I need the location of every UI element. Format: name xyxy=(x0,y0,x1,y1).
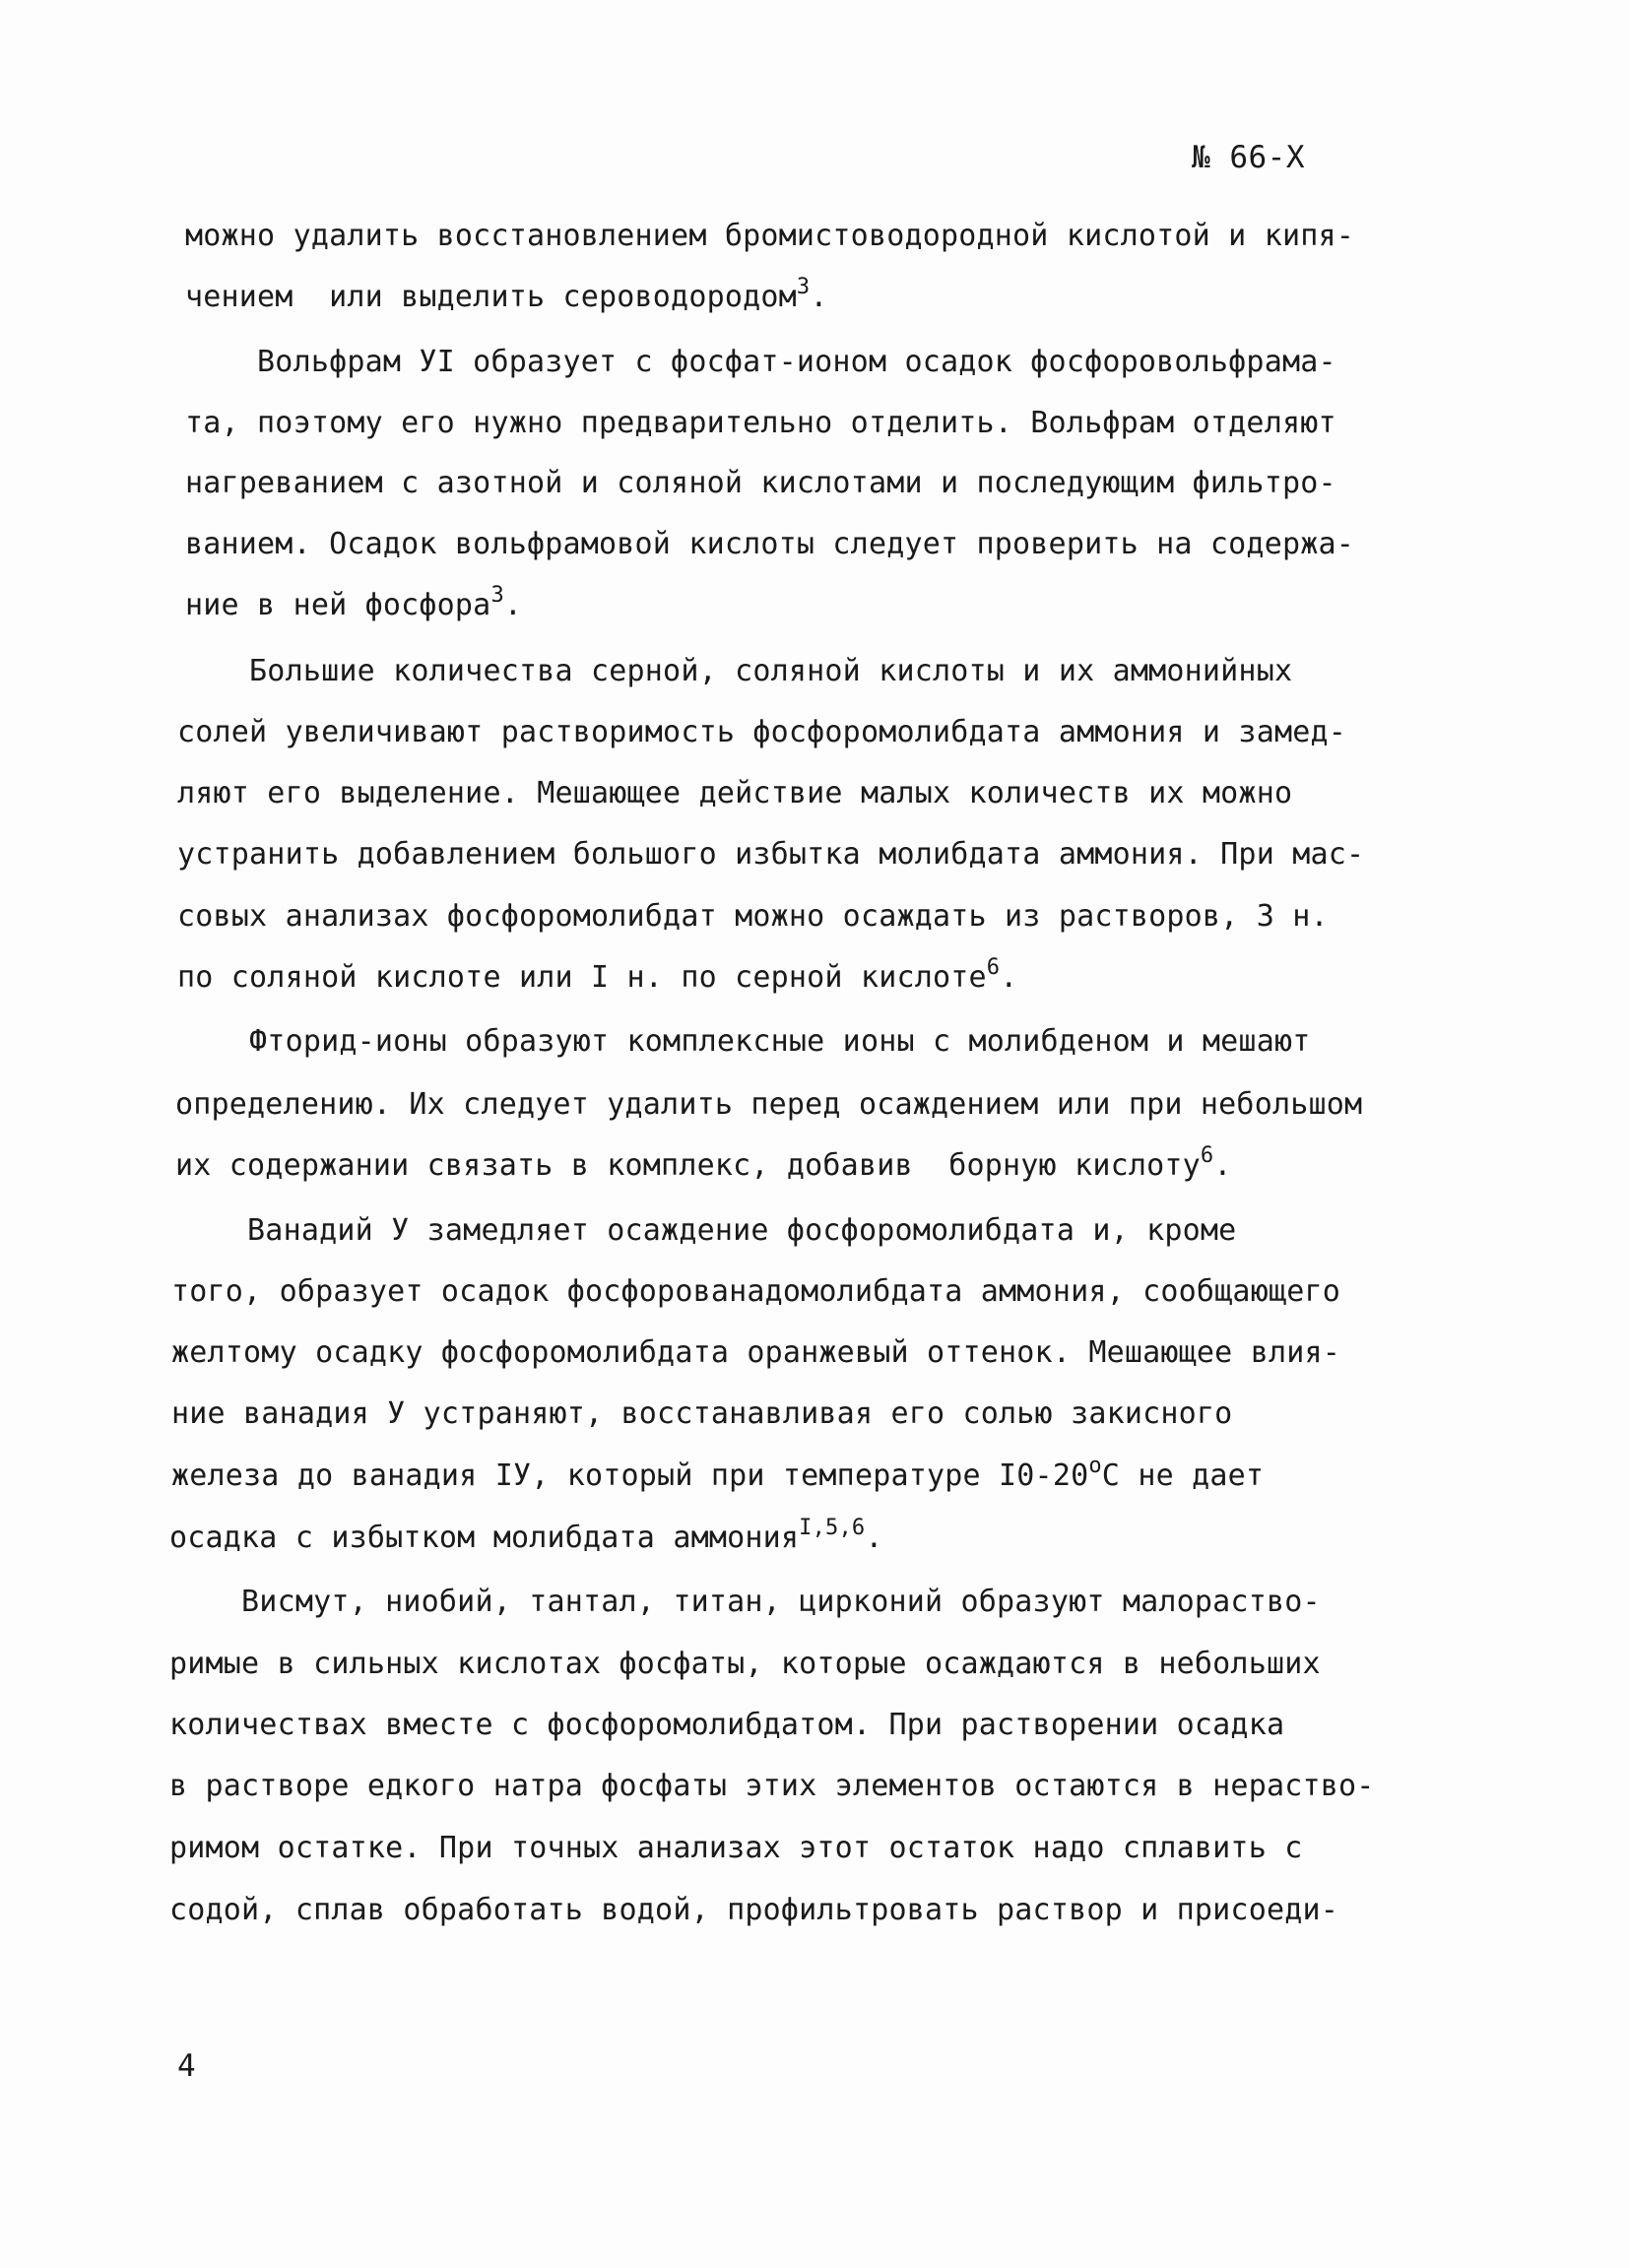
text-line xyxy=(185,527,1354,561)
text-line-content: содой, сплав обработать водой, профильтровать раствор и присоеди- xyxy=(169,1893,1338,1927)
text-line-tail: . xyxy=(1000,960,1018,995)
text-line-content: нагреванием с азотной и соляной кислотами и последующим фильтро- xyxy=(185,466,1336,500)
text-line-content: их содержании связать в комплекс, добавив борную кислоту xyxy=(175,1148,1201,1183)
text-line-content: римом остатке. При точных анализах этот остаток надо сплавить с xyxy=(169,1831,1303,1865)
text-line-content: устранить добавлением большого избытка молибдата аммония. При мас- xyxy=(177,837,1365,872)
text-line xyxy=(175,1087,1362,1122)
document-number: № 66-Х xyxy=(1192,140,1305,175)
text-line xyxy=(169,1831,1302,1865)
text-line-content: чением или выделить сероводородом xyxy=(185,280,797,314)
text-line-content: в растворе едкого натра фосфаты этих элементов остаются в нераство- xyxy=(169,1769,1375,1803)
text-line-content: Фторид-ионы образуют комплексные ионы с молибденом и мешают xyxy=(177,1024,1311,1059)
text-line xyxy=(169,1585,1321,1619)
text-line-content: ние ванадия У устраняют, восстанавливая его солью закисного xyxy=(171,1396,1233,1431)
text-line-content: Висмут, ниобий, тантал, титан, цирконий образуют малораство- xyxy=(169,1585,1321,1619)
text-line xyxy=(171,1335,1340,1370)
text-line-tail: . xyxy=(503,588,523,622)
text-line xyxy=(177,654,1292,688)
text-line xyxy=(185,406,1336,440)
text-line xyxy=(177,1024,1310,1059)
text-line-content: определению. Их следует удалить перед осаждением или при небольшом xyxy=(175,1087,1363,1122)
text-line-content: железа до ванадия IУ, который при температуре I0-20 xyxy=(171,1458,1089,1493)
text-line-content: солей увеличивают растворимость фосфоромолибдата аммония и замед- xyxy=(177,715,1346,749)
reference-superscript: 6 xyxy=(1200,1143,1214,1168)
text-line xyxy=(185,219,1354,253)
text-line-tail: . xyxy=(865,1521,883,1555)
text-line xyxy=(169,1893,1338,1927)
text-line-tail: С не дает xyxy=(1101,1458,1265,1493)
text-line xyxy=(171,1396,1232,1431)
page-number: 4 xyxy=(177,2048,196,2084)
text-line-content: римые в сильных кислотах фосфаты, которые осаждаются в небольших xyxy=(169,1647,1321,1681)
text-line xyxy=(177,955,1018,995)
text-line xyxy=(169,1516,883,1555)
text-line xyxy=(175,1213,1236,1248)
text-line xyxy=(177,899,1329,934)
text-line xyxy=(177,776,1292,810)
text-line-content: Ванадий У замедляет осаждение фосфоромолибдата и, кроме xyxy=(175,1213,1237,1248)
text-line-tail: . xyxy=(1213,1148,1232,1183)
reference-superscript: 3 xyxy=(490,583,504,608)
text-line xyxy=(177,715,1346,749)
text-line-content: совых анализах фосфоромолибдат можно осаждать из растворов, 3 н. xyxy=(177,899,1329,934)
text-line xyxy=(177,837,1364,872)
text-line xyxy=(185,583,523,622)
text-line-content: ванием. Осадок вольфрамовой кислоты следует проверить на содержа- xyxy=(185,527,1354,561)
reference-superscript: 6 xyxy=(986,955,1001,980)
text-line-content: Вольфрам УI образует с фосфат-ионом осадок фосфоровольфрама- xyxy=(185,345,1336,379)
text-line xyxy=(169,1647,1321,1681)
reference-superscript: 3 xyxy=(796,275,811,299)
text-line-content: по соляной кислоте или I н. по серной кислоте xyxy=(177,960,987,995)
text-line xyxy=(171,1274,1340,1309)
reference-superscript: о xyxy=(1088,1454,1102,1478)
text-line xyxy=(185,345,1336,379)
text-line-content: Большие количества серной, соляной кислоты и их аммонийных xyxy=(177,654,1293,688)
text-line xyxy=(185,275,828,314)
text-line-content: количествах вместе с фосфоромолибдатом. При растворении осадка xyxy=(169,1708,1285,1742)
text-line-content: того, образует осадок фосфорованадомолибдата аммония, сообщающего xyxy=(171,1274,1340,1309)
reference-superscript: I,5,6 xyxy=(799,1516,866,1540)
text-line-content: та, поэтому его нужно предварительно отделить. Вольфрам отделяют xyxy=(185,406,1336,440)
text-line xyxy=(175,1143,1232,1183)
text-line xyxy=(171,1454,1265,1493)
text-line-content: ляют его выделение. Мешающее действие малых количеств их можно xyxy=(177,776,1293,810)
text-line-tail: . xyxy=(810,280,828,314)
text-line-content: желтому осадку фосфоромолибдата оранжевый оттенок. Мешающее влия- xyxy=(171,1335,1340,1370)
text-line-content: осадка с избытком молибдата аммония xyxy=(169,1521,800,1555)
text-line xyxy=(169,1708,1284,1742)
text-line xyxy=(185,466,1336,500)
text-line xyxy=(169,1769,1375,1803)
text-line-content: ние в ней фосфора xyxy=(185,588,491,622)
text-line-content: можно удалить восстановлением бромистоводородной кислотой и кипя- xyxy=(185,219,1354,253)
